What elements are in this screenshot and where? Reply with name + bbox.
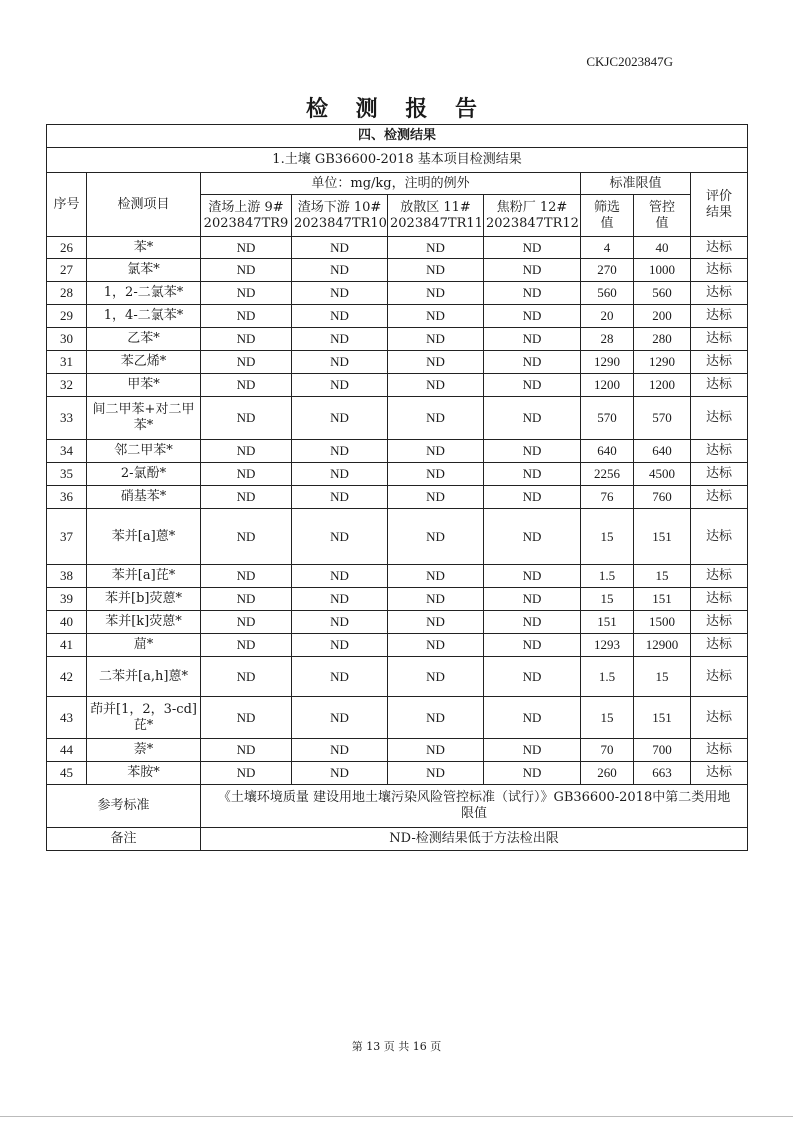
result-cell: ND: [484, 463, 581, 486]
header-limit: 标准限值: [581, 173, 691, 195]
result-table: [46, 124, 748, 851]
table-row: [47, 440, 748, 463]
eval-cell: 达标: [691, 509, 748, 565]
result-cell: ND: [484, 697, 581, 739]
seq-cell: 40: [47, 611, 87, 634]
result-cell: ND: [388, 634, 484, 657]
header-item: 检测项目: [87, 173, 201, 237]
screen-value-cell: 1.5: [581, 657, 634, 697]
remark-row: [47, 828, 748, 851]
screen-value-cell: 15: [581, 509, 634, 565]
report-number: CKJC2023847G: [586, 54, 673, 69]
result-cell: ND: [292, 351, 388, 374]
header-unit: 单位：mg/kg，注明的例外: [201, 173, 581, 195]
table-row: [47, 328, 748, 351]
item-cell: 间二甲苯+对二甲苯*: [87, 397, 201, 440]
eval-cell: 达标: [691, 374, 748, 397]
screen-value-cell: 560: [581, 282, 634, 305]
seq-cell: 30: [47, 328, 87, 351]
result-cell: ND: [292, 509, 388, 565]
item-cell: 1，4-二氯苯*: [87, 305, 201, 328]
seq-cell: 45: [47, 762, 87, 785]
eval-cell: 达标: [691, 611, 748, 634]
result-cell: ND: [484, 328, 581, 351]
result-cell: ND: [388, 588, 484, 611]
result-cell: ND: [292, 611, 388, 634]
bottom-rule: [0, 1116, 793, 1117]
result-cell: ND: [201, 463, 292, 486]
item-cell: 茚并[1，2，3-cd]芘*: [87, 697, 201, 739]
result-cell: ND: [201, 762, 292, 785]
result-cell: ND: [292, 657, 388, 697]
eval-cell: 达标: [691, 328, 748, 351]
screen-value-cell: 28: [581, 328, 634, 351]
control-value-cell: 151: [634, 588, 691, 611]
seq-cell: 44: [47, 739, 87, 762]
screen-value-cell: 1293: [581, 634, 634, 657]
screen-value-cell: 270: [581, 259, 634, 282]
sample-name-4: 焦粉厂 12#: [496, 199, 568, 215]
seq-cell: 32: [47, 374, 87, 397]
result-cell: ND: [201, 486, 292, 509]
screen-value-cell: 15: [581, 588, 634, 611]
result-cell: ND: [484, 237, 581, 259]
eval-cell: 达标: [691, 237, 748, 259]
control-value-cell: 151: [634, 697, 691, 739]
result-cell: ND: [484, 486, 581, 509]
result-cell: ND: [292, 305, 388, 328]
remark-text: ND-检测结果低于方法检出限: [201, 828, 748, 851]
result-cell: ND: [292, 588, 388, 611]
eval-cell: 达标: [691, 259, 748, 282]
item-cell: 苯并[a]芘*: [87, 565, 201, 588]
control-value-cell: 280: [634, 328, 691, 351]
reference-row: [47, 785, 748, 828]
seq-cell: 41: [47, 634, 87, 657]
control-value-cell: 700: [634, 739, 691, 762]
result-cell: ND: [388, 351, 484, 374]
result-cell: ND: [484, 611, 581, 634]
table-row: [47, 397, 748, 440]
result-cell: ND: [201, 237, 292, 259]
seq-cell: 27: [47, 259, 87, 282]
eval-cell: 达标: [691, 351, 748, 374]
eval-cell: 达标: [691, 397, 748, 440]
table-row: [47, 611, 748, 634]
seq-cell: 35: [47, 463, 87, 486]
screen-value-cell: 260: [581, 762, 634, 785]
screen-value-cell: 1.5: [581, 565, 634, 588]
header-eval: [691, 173, 748, 237]
seq-cell: 31: [47, 351, 87, 374]
seq-cell: 42: [47, 657, 87, 697]
sample-header-2: [292, 195, 388, 237]
item-cell: 萘*: [87, 739, 201, 762]
result-cell: ND: [292, 463, 388, 486]
control-value-cell: 1290: [634, 351, 691, 374]
item-cell: 苯并[a]蒽*: [87, 509, 201, 565]
item-cell: 苯*: [87, 237, 201, 259]
result-cell: ND: [292, 237, 388, 259]
eval-cell: 达标: [691, 739, 748, 762]
sample-code-4: 2023847TR12: [486, 215, 579, 231]
item-cell: 二苯并[a,h]蒽*: [87, 657, 201, 697]
control-value-cell: 15: [634, 565, 691, 588]
control-value-cell: 151: [634, 509, 691, 565]
screen-value-cell: 76: [581, 486, 634, 509]
result-cell: ND: [388, 611, 484, 634]
sample-code-1: 2023847TR9: [203, 215, 289, 231]
screen-value-cell: 70: [581, 739, 634, 762]
table-row: [47, 509, 748, 565]
result-cell: ND: [388, 328, 484, 351]
seq-cell: 37: [47, 509, 87, 565]
seq-cell: 36: [47, 486, 87, 509]
table-row: [47, 697, 748, 739]
item-cell: 乙苯*: [87, 328, 201, 351]
section-title: 四、检测结果: [47, 125, 748, 148]
result-cell: ND: [292, 374, 388, 397]
result-cell: ND: [388, 237, 484, 259]
result-cell: ND: [292, 259, 388, 282]
screen-value-cell: 20: [581, 305, 634, 328]
table-row: [47, 351, 748, 374]
result-cell: ND: [388, 486, 484, 509]
seq-cell: 39: [47, 588, 87, 611]
result-cell: ND: [201, 565, 292, 588]
control-value-cell: 663: [634, 762, 691, 785]
header-seq: 序号: [47, 173, 87, 237]
result-cell: ND: [388, 509, 484, 565]
table-row: [47, 463, 748, 486]
screen-value-cell: 151: [581, 611, 634, 634]
result-cell: ND: [484, 634, 581, 657]
item-cell: 2-氯酚*: [87, 463, 201, 486]
result-cell: ND: [292, 397, 388, 440]
header-control: [634, 195, 691, 237]
item-cell: 1，2-二氯苯*: [87, 282, 201, 305]
result-cell: ND: [388, 397, 484, 440]
seq-cell: 26: [47, 237, 87, 259]
header-eval-text: 评价结果: [706, 188, 733, 220]
seq-cell: 29: [47, 305, 87, 328]
result-cell: ND: [292, 328, 388, 351]
sample-name-3: 放散区 11#: [400, 199, 471, 215]
table-row: [47, 259, 748, 282]
result-cell: ND: [292, 486, 388, 509]
control-value-cell: 1000: [634, 259, 691, 282]
control-value-cell: 1500: [634, 611, 691, 634]
screen-value-cell: 4: [581, 237, 634, 259]
eval-cell: 达标: [691, 588, 748, 611]
sample-header-1: [201, 195, 292, 237]
item-cell: 苯乙烯*: [87, 351, 201, 374]
table-row: [47, 739, 748, 762]
control-value-cell: 560: [634, 282, 691, 305]
result-cell: ND: [201, 440, 292, 463]
result-cell: ND: [484, 739, 581, 762]
control-value-cell: 40: [634, 237, 691, 259]
header-control-text: 管控值: [649, 199, 676, 231]
eval-cell: 达标: [691, 657, 748, 697]
result-cell: ND: [484, 440, 581, 463]
screen-value-cell: 2256: [581, 463, 634, 486]
result-cell: ND: [388, 657, 484, 697]
item-cell: 苯并[k]荧蒽*: [87, 611, 201, 634]
table-row: [47, 565, 748, 588]
result-cell: ND: [484, 657, 581, 697]
result-cell: ND: [292, 282, 388, 305]
result-cell: ND: [388, 282, 484, 305]
page-title: 检 测 报 告: [306, 97, 487, 122]
page-footer: 第 13 页 共 16 页: [351, 1040, 442, 1053]
control-value-cell: 640: [634, 440, 691, 463]
eval-cell: 达标: [691, 282, 748, 305]
table-row: [47, 762, 748, 785]
result-cell: ND: [292, 634, 388, 657]
seq-cell: 34: [47, 440, 87, 463]
eval-cell: 达标: [691, 762, 748, 785]
result-cell: ND: [484, 588, 581, 611]
result-cell: ND: [484, 351, 581, 374]
control-value-cell: 15: [634, 657, 691, 697]
item-cell: 苯并[b]荧蒽*: [87, 588, 201, 611]
result-cell: ND: [388, 762, 484, 785]
seq-cell: 33: [47, 397, 87, 440]
result-cell: ND: [484, 509, 581, 565]
sample-code-3: 2023847TR11: [390, 215, 483, 231]
result-cell: ND: [201, 259, 292, 282]
item-cell: 甲苯*: [87, 374, 201, 397]
table-row: [47, 588, 748, 611]
reference-label: 参考标准: [47, 785, 201, 828]
remark-label: 备注: [47, 828, 201, 851]
result-cell: ND: [292, 739, 388, 762]
item-cell: 邻二甲苯*: [87, 440, 201, 463]
table-row: [47, 282, 748, 305]
result-cell: ND: [388, 259, 484, 282]
screen-value-cell: 15: [581, 697, 634, 739]
item-cell: 硝基苯*: [87, 486, 201, 509]
result-cell: ND: [201, 739, 292, 762]
screen-value-cell: 1200: [581, 374, 634, 397]
result-cell: ND: [201, 611, 292, 634]
result-cell: ND: [484, 259, 581, 282]
sample-header-4: [484, 195, 581, 237]
control-value-cell: 12900: [634, 634, 691, 657]
result-cell: ND: [201, 588, 292, 611]
result-cell: ND: [388, 565, 484, 588]
seq-cell: 43: [47, 697, 87, 739]
result-cell: ND: [388, 463, 484, 486]
table-row: [47, 374, 748, 397]
table-row: [47, 657, 748, 697]
sub-title: 1.土壤 GB36600-2018 基本项目检测结果: [47, 148, 748, 173]
eval-cell: 达标: [691, 440, 748, 463]
header-screen-text: 筛选值: [594, 199, 621, 231]
screen-value-cell: 570: [581, 397, 634, 440]
screen-value-cell: 1290: [581, 351, 634, 374]
item-cell: 䓛*: [87, 634, 201, 657]
result-cell: ND: [388, 739, 484, 762]
result-cell: ND: [484, 565, 581, 588]
table-row: [47, 486, 748, 509]
screen-value-cell: 640: [581, 440, 634, 463]
sample-name-1: 渣场上游 9#: [208, 199, 284, 215]
result-cell: ND: [388, 374, 484, 397]
control-value-cell: 1200: [634, 374, 691, 397]
result-cell: ND: [292, 440, 388, 463]
control-value-cell: 570: [634, 397, 691, 440]
result-cell: ND: [201, 657, 292, 697]
result-cell: ND: [201, 305, 292, 328]
sample-code-2: 2023847TR10: [294, 215, 387, 231]
result-cell: ND: [201, 697, 292, 739]
result-cell: ND: [484, 762, 581, 785]
eval-cell: 达标: [691, 634, 748, 657]
result-cell: ND: [484, 282, 581, 305]
result-cell: ND: [292, 565, 388, 588]
item-cell: 苯胺*: [87, 762, 201, 785]
result-cell: ND: [201, 634, 292, 657]
result-cell: ND: [201, 374, 292, 397]
result-cell: ND: [201, 282, 292, 305]
result-cell: ND: [292, 697, 388, 739]
result-cell: ND: [484, 305, 581, 328]
eval-cell: 达标: [691, 463, 748, 486]
item-cell: 氯苯*: [87, 259, 201, 282]
eval-cell: 达标: [691, 697, 748, 739]
eval-cell: 达标: [691, 486, 748, 509]
result-cell: ND: [484, 374, 581, 397]
control-value-cell: 200: [634, 305, 691, 328]
reference-text: 《土壤环境质量 建设用地土壤污染风险管控标准（试行）》GB36600-2018中第二类用地限值: [201, 785, 748, 828]
result-cell: ND: [388, 697, 484, 739]
table-row: [47, 634, 748, 657]
eval-cell: 达标: [691, 565, 748, 588]
seq-cell: 28: [47, 282, 87, 305]
control-value-cell: 760: [634, 486, 691, 509]
seq-cell: 38: [47, 565, 87, 588]
table-row: [47, 305, 748, 328]
result-cell: ND: [292, 762, 388, 785]
result-cell: ND: [201, 351, 292, 374]
result-cell: ND: [388, 305, 484, 328]
result-cell: ND: [388, 440, 484, 463]
table-row: [47, 237, 748, 259]
result-cell: ND: [201, 328, 292, 351]
result-cell: ND: [201, 397, 292, 440]
eval-cell: 达标: [691, 305, 748, 328]
header-screen: [581, 195, 634, 237]
sample-header-3: [388, 195, 484, 237]
result-cell: ND: [484, 397, 581, 440]
result-cell: ND: [201, 509, 292, 565]
control-value-cell: 4500: [634, 463, 691, 486]
sample-name-2: 渣场下游 10#: [297, 199, 382, 215]
